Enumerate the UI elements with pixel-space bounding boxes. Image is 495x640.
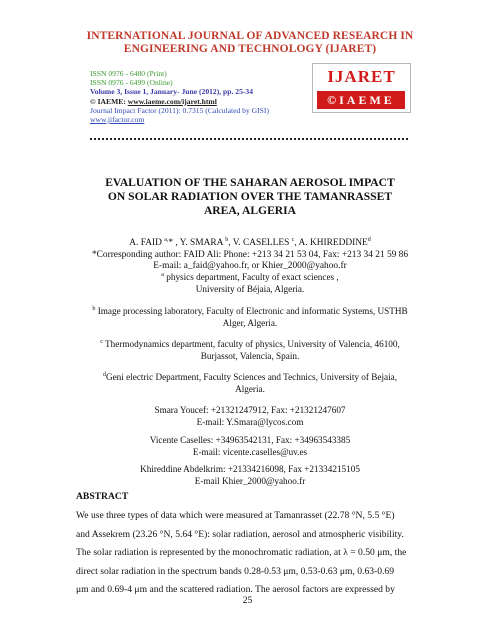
contact-smara-email: E-mail: Y.Smara@lycos.com: [196, 416, 304, 427]
affiliation-b-sup: b: [92, 306, 96, 312]
contact-khireddine-email: E-mail Khier_2000@yahoo.fr: [194, 475, 306, 486]
contact-khireddine-phone: Khireddine Abdelkrim: +21334216098, Fax +21334215105: [140, 464, 360, 474]
journal-title-line-1: INTERNATIONAL JOURNAL OF ADVANCED RESEARCH IN: [86, 30, 414, 42]
author-3: , V. CASELLES: [228, 238, 292, 249]
affiliation-d-sup: d: [102, 372, 106, 378]
abstract-line-5: μm and 0.69-4 μm and the scattered radiation. The aerosol factors are expressed by: [76, 584, 395, 595]
contact-khireddine: [80, 464, 420, 487]
abstract-line-4: direct solar radiation in the spectrum bands 0.28-0.53 μm, 0.53-0.63 μm, 0.63-0.69: [76, 565, 395, 577]
copyright-line: [90, 97, 330, 106]
affiliation-a: [80, 270, 420, 295]
affiliation-c-line-1: Thermodynamics department, faculty of physics, University of Valencia, 46100,: [102, 339, 400, 350]
jif-website-link[interactable]: www.jifactor.com: [90, 115, 145, 125]
affiliation-d-line-2: Algeria.: [235, 383, 265, 394]
author-1-sup: a,: [164, 237, 169, 243]
page-number: 25: [242, 595, 253, 606]
logo-publisher: ©IAEME: [317, 91, 405, 109]
ijaret-logo: [312, 63, 411, 113]
contact-smara: [80, 405, 420, 428]
logo-text: IJARET: [327, 67, 396, 86]
affiliation-c-line-2: Burjassot, Valencia, Spain.: [200, 350, 300, 361]
paper-title-line-1: EVALUATION OF THE SAHARAN AEROSOL IMPACT: [105, 176, 395, 189]
copyright-prefix: © IAEME:: [90, 96, 128, 106]
corresponding-author: *Corresponding author: FAID Ali: Phone: +213 34 21 53 04, Fax: +213 34 21 59 86: [91, 249, 409, 260]
abstract-line-3: The solar radiation is represented by the monochromatic radiation, at λ = 0.50 μm, the: [76, 547, 407, 558]
author-2: Y. SMARA: [179, 238, 226, 249]
affiliation-c: [80, 337, 420, 362]
contact-caselles-phone: Vicente Caselles: +34963542131, Fax: +34963543385: [149, 435, 351, 445]
impact-factor: Journal Impact Factor (2011): 0.7315 (Calculated by GISI): [90, 105, 269, 115]
paper-title: [100, 176, 400, 218]
abstract-body: [76, 507, 424, 600]
paper-title-line-2: ON SOLAR RADIATION OVER THE TAMANRASSET: [107, 190, 393, 203]
corresponding-email: E-mail: a_faid@yahoo.fr, or Khier_2000@yahoo.fr: [153, 261, 347, 272]
author-list: [80, 235, 420, 250]
affiliation-d-line-1: Geni electric Department, Faculty Sciences and Technics, University of Bejaia,: [105, 372, 398, 383]
contact-smara-phone: Smara Youcef: +21321247912, Fax: +21321247607: [154, 405, 346, 415]
affiliation-a-sup: a: [161, 272, 164, 278]
abstract-line-2: and Assekrem (23.26 °N, 5.64 °E): solar radiation, aerosol and atmospheric visibility.: [76, 528, 404, 540]
affiliation-c-sup: c: [100, 339, 103, 345]
dotted-divider: [90, 138, 408, 140]
issn-print: ISSN 0976 - 6480 (Print): [90, 69, 167, 78]
affiliation-a-line-2: University of Béjaia, Algeria.: [195, 283, 305, 294]
journal-title-line-2: ENGINEERING AND TECHNOLOGY (IJARET): [123, 43, 377, 55]
abstract-heading: ABSTRACT: [76, 491, 129, 502]
journal-info: [90, 69, 330, 124]
affiliation-d: [80, 370, 420, 395]
author-3-sup: c: [291, 237, 295, 243]
author-1-star: * ,: [168, 238, 180, 249]
affiliation-b: [70, 304, 430, 329]
paper-title-line-3: AREA, ALGERIA: [203, 204, 297, 217]
author-2-sup: b: [225, 237, 229, 243]
journal-title: [70, 30, 430, 56]
contact-caselles: [80, 435, 420, 458]
affiliation-b-line-2: Alger, Algeria.: [222, 317, 278, 328]
affiliation-a-line-1: physics department, Faculty of exact sciences ,: [163, 272, 339, 283]
contact-caselles-email: E-mail: vicente.caselles@uv.es: [192, 446, 308, 457]
journal-website-link[interactable]: www.iaeme.com/ijaret.html: [127, 96, 217, 106]
issn-online: ISSN 0976 - 6499 (Online): [90, 78, 173, 88]
authors-block: [80, 235, 420, 273]
author-4: , A. KHIREDDINE: [294, 238, 368, 249]
volume-info: Volume 3, Issue 1, January- June (2012), pp. 25-34: [90, 87, 254, 97]
author-1: A. FAID: [129, 238, 165, 249]
abstract-line-1: We use three types of data which were measured at Tamanrasset (22.78 °N, 5.5 °E): [76, 510, 395, 521]
affiliation-b-line-1: Image processing laboratory, Faculty of Electronic and informatic Systems, USTHB: [95, 306, 408, 317]
author-4-sup: d: [367, 237, 371, 243]
